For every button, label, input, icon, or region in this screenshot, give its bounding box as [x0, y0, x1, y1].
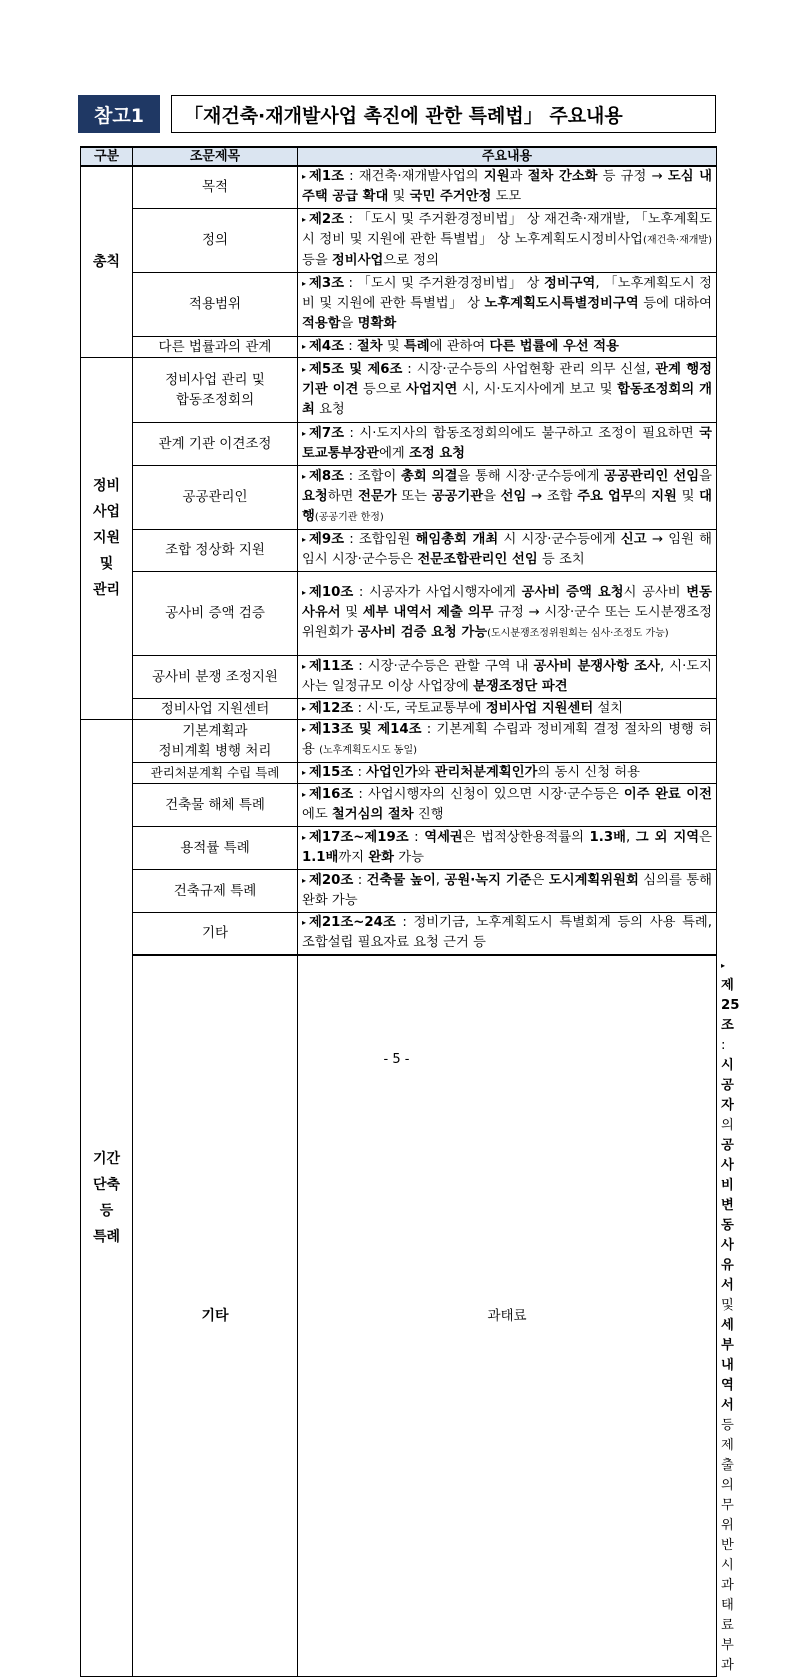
- document-title: 「재건축·재개발사업 촉진에 관한 특례법」 주요내용: [171, 95, 716, 133]
- article-agency-coordination: 관계 기관 이견조정: [133, 422, 298, 465]
- content-art13-14: ▸ 제13조 및 제14조 : 기본계획 수립과 정비계획 결정 절차의 병행 허용 (노후계획도시도 동일): [298, 719, 717, 762]
- content-art21-24: ▸ 제21조~24조 : 정비기금, 노후계획도시 특별회계 등의 사용 특례, 조합설립 필요자료 요청 근거 등: [298, 912, 717, 955]
- page-number: - 5 -: [383, 1052, 410, 1067]
- table-row: [81, 336, 717, 357]
- article-union-normalization: 조합 정상화 지원: [133, 529, 298, 571]
- article-other: 기타: [133, 912, 298, 955]
- article-building-regulation: 건축규제 특례: [133, 869, 298, 912]
- article-scope: 적용범위: [133, 272, 298, 336]
- table-row: 기타 과태료 ▸제25조 : 시공자의 공사비 변동사유서 및 세부내역서 등 제출의무 위반 시 과태료 부과: [81, 955, 717, 1677]
- content-art7: ▸ 제7조 : 시·도지사의 합동조정회의에도 불구하고 조정이 필요하면 국토교통부장관에게 조정 요청: [298, 422, 717, 465]
- content-art3: ▸ 제3조 : 「도시 및 주거환경정비법」 상 정비구역, 「노후계획도시 정비 및 지원에 관한 특별법」 상 노후계획도시특별정비구역 등에 대하여 적용함을 명확화: [298, 272, 717, 336]
- content-art8: ▸ 제8조 : 조합이 총회 의결을 통해 시장·군수등에게 공공관리인 선임을 요청하면 전문가 또는 공공기관을 선임 → 조합 주요 업무의 지원 및 대행(공공기관 한정): [298, 465, 717, 529]
- table-row: [81, 529, 717, 571]
- header-article-title: 조문제목: [133, 147, 298, 166]
- content-art5-6: ▸ 제5조 및 제6조 : 시장·군수등의 사업현황 관리 의무 신설, 관계 행정기관 이견 등으로 사업지연 시, 시·도지사에게 보고 및 합동조정회의 개최 요청: [298, 357, 717, 422]
- content-art9: ▸ 제9조 : 조합임원 해임총회 개최 시 시장·군수등에게 신고 → 임원 해임시 시장·군수등은 전문조합관리인 선임 등 조치: [298, 529, 717, 571]
- article-public-administrator: 공공관리인: [133, 465, 298, 529]
- content-art11: ▸ 제11조 : 시장·군수등은 관할 구역 내 공사비 분쟁사항 조사, 시·도지사는 일정규모 이상 사업장에 분쟁조정단 파견: [298, 655, 717, 698]
- table-row: [81, 698, 717, 719]
- table-row: [81, 422, 717, 465]
- article-demolition: 건축물 해체 특례: [133, 783, 298, 826]
- content-art20: ▸ 제20조 : 건축물 높이, 공원·녹지 기준은 도시계획위원회 심의를 통해 완화 가능: [298, 869, 717, 912]
- article-cost-dispute: 공사비 분쟁 조정지원: [133, 655, 298, 698]
- table-row: [81, 272, 717, 336]
- main-content-table: [80, 146, 740, 1677]
- table-row: [81, 783, 717, 826]
- content-art16: ▸ 제16조 : 사업시행자의 신청이 있으면 시장·군수등은 이주 완료 이전에도 철거심의 절차 진행: [298, 783, 717, 826]
- header-main-content: 주요내용: [298, 147, 717, 166]
- table-row: [81, 166, 717, 208]
- content-art17-19: ▸ 제17조~제19조 : 역세권은 법적상한용적률의 1.3배, 그 외 지역은 1.1배까지 완화 가능: [298, 826, 717, 869]
- header-category: 구분: [81, 147, 133, 166]
- category-etc: 기타: [133, 955, 298, 1677]
- article-purpose: 목적: [133, 166, 298, 208]
- article-fine: 과태료: [298, 955, 717, 1677]
- content-art4: ▸ 제4조 : 절차 및 특례에 관하여 다른 법률에 우선 적용: [298, 336, 717, 357]
- table-row: [81, 208, 717, 272]
- article-parallel-processing: 기본계획과 정비계획 병행 처리: [133, 719, 298, 762]
- table-row: [81, 826, 717, 869]
- section-header: [78, 95, 623, 133]
- table-row: [81, 912, 717, 955]
- content-art15: ▸ 제15조 : 사업인가와 관리처분계획인가의 동시 신청 허용: [298, 762, 717, 783]
- content-art12: ▸ 제12조 : 시·도, 국토교통부에 정비사업 지원센터 설치: [298, 698, 717, 719]
- article-floor-area-ratio: 용적률 특례: [133, 826, 298, 869]
- table-row: [81, 655, 717, 698]
- content-art2: ▸ 제2조 : 「도시 및 주거환경정비법」 상 재건축·재개발, 「노후계획도시 정비 및 지원에 관한 특별법」 상 노후계획도시정비사업(재건축·재개발) 등을 정비사업으로 정의: [298, 208, 717, 272]
- table-header-row: [81, 147, 717, 166]
- table-row: [81, 357, 717, 422]
- content-art1: ▸ 제1조 : 재건축·재개발사업의 지원과 절차 간소화 등 규정 → 도심 내 주택 공급 확대 및 국민 주거안정 도모: [298, 166, 717, 208]
- category-general: 총칙: [81, 166, 133, 357]
- article-cost-verification: 공사비 증액 검증: [133, 571, 298, 655]
- table-row: [81, 719, 717, 762]
- reference-badge: 참고1: [78, 95, 160, 133]
- table-row: [81, 465, 717, 529]
- table-row: [81, 762, 717, 783]
- article-support-center: 정비사업 지원센터: [133, 698, 298, 719]
- article-mgmt-coordination: 정비사업 관리 및 합동조정회의: [133, 357, 298, 422]
- article-definition: 정의: [133, 208, 298, 272]
- article-disposal-plan: 관리처분계획 수립 특례: [133, 762, 298, 783]
- category-time-reduction: 기간 단축 등 특례: [81, 719, 133, 1677]
- category-management: 정비 사업 지원 및 관리: [81, 357, 133, 719]
- table-row: [81, 869, 717, 912]
- table-row: [81, 571, 717, 655]
- content-art10: ▸ 제10조 : 시공자가 사업시행자에게 공사비 증액 요청시 공사비 변동 사유서 및 세부 내역서 제출 의무 규정 → 시장·군수 또는 도시분쟁조정위원회가 공사비 검증 요청 가능(도시분쟁조정위원회는 심사·조정도 가능): [298, 571, 717, 655]
- article-relation: 다른 법률과의 관계: [133, 336, 298, 357]
